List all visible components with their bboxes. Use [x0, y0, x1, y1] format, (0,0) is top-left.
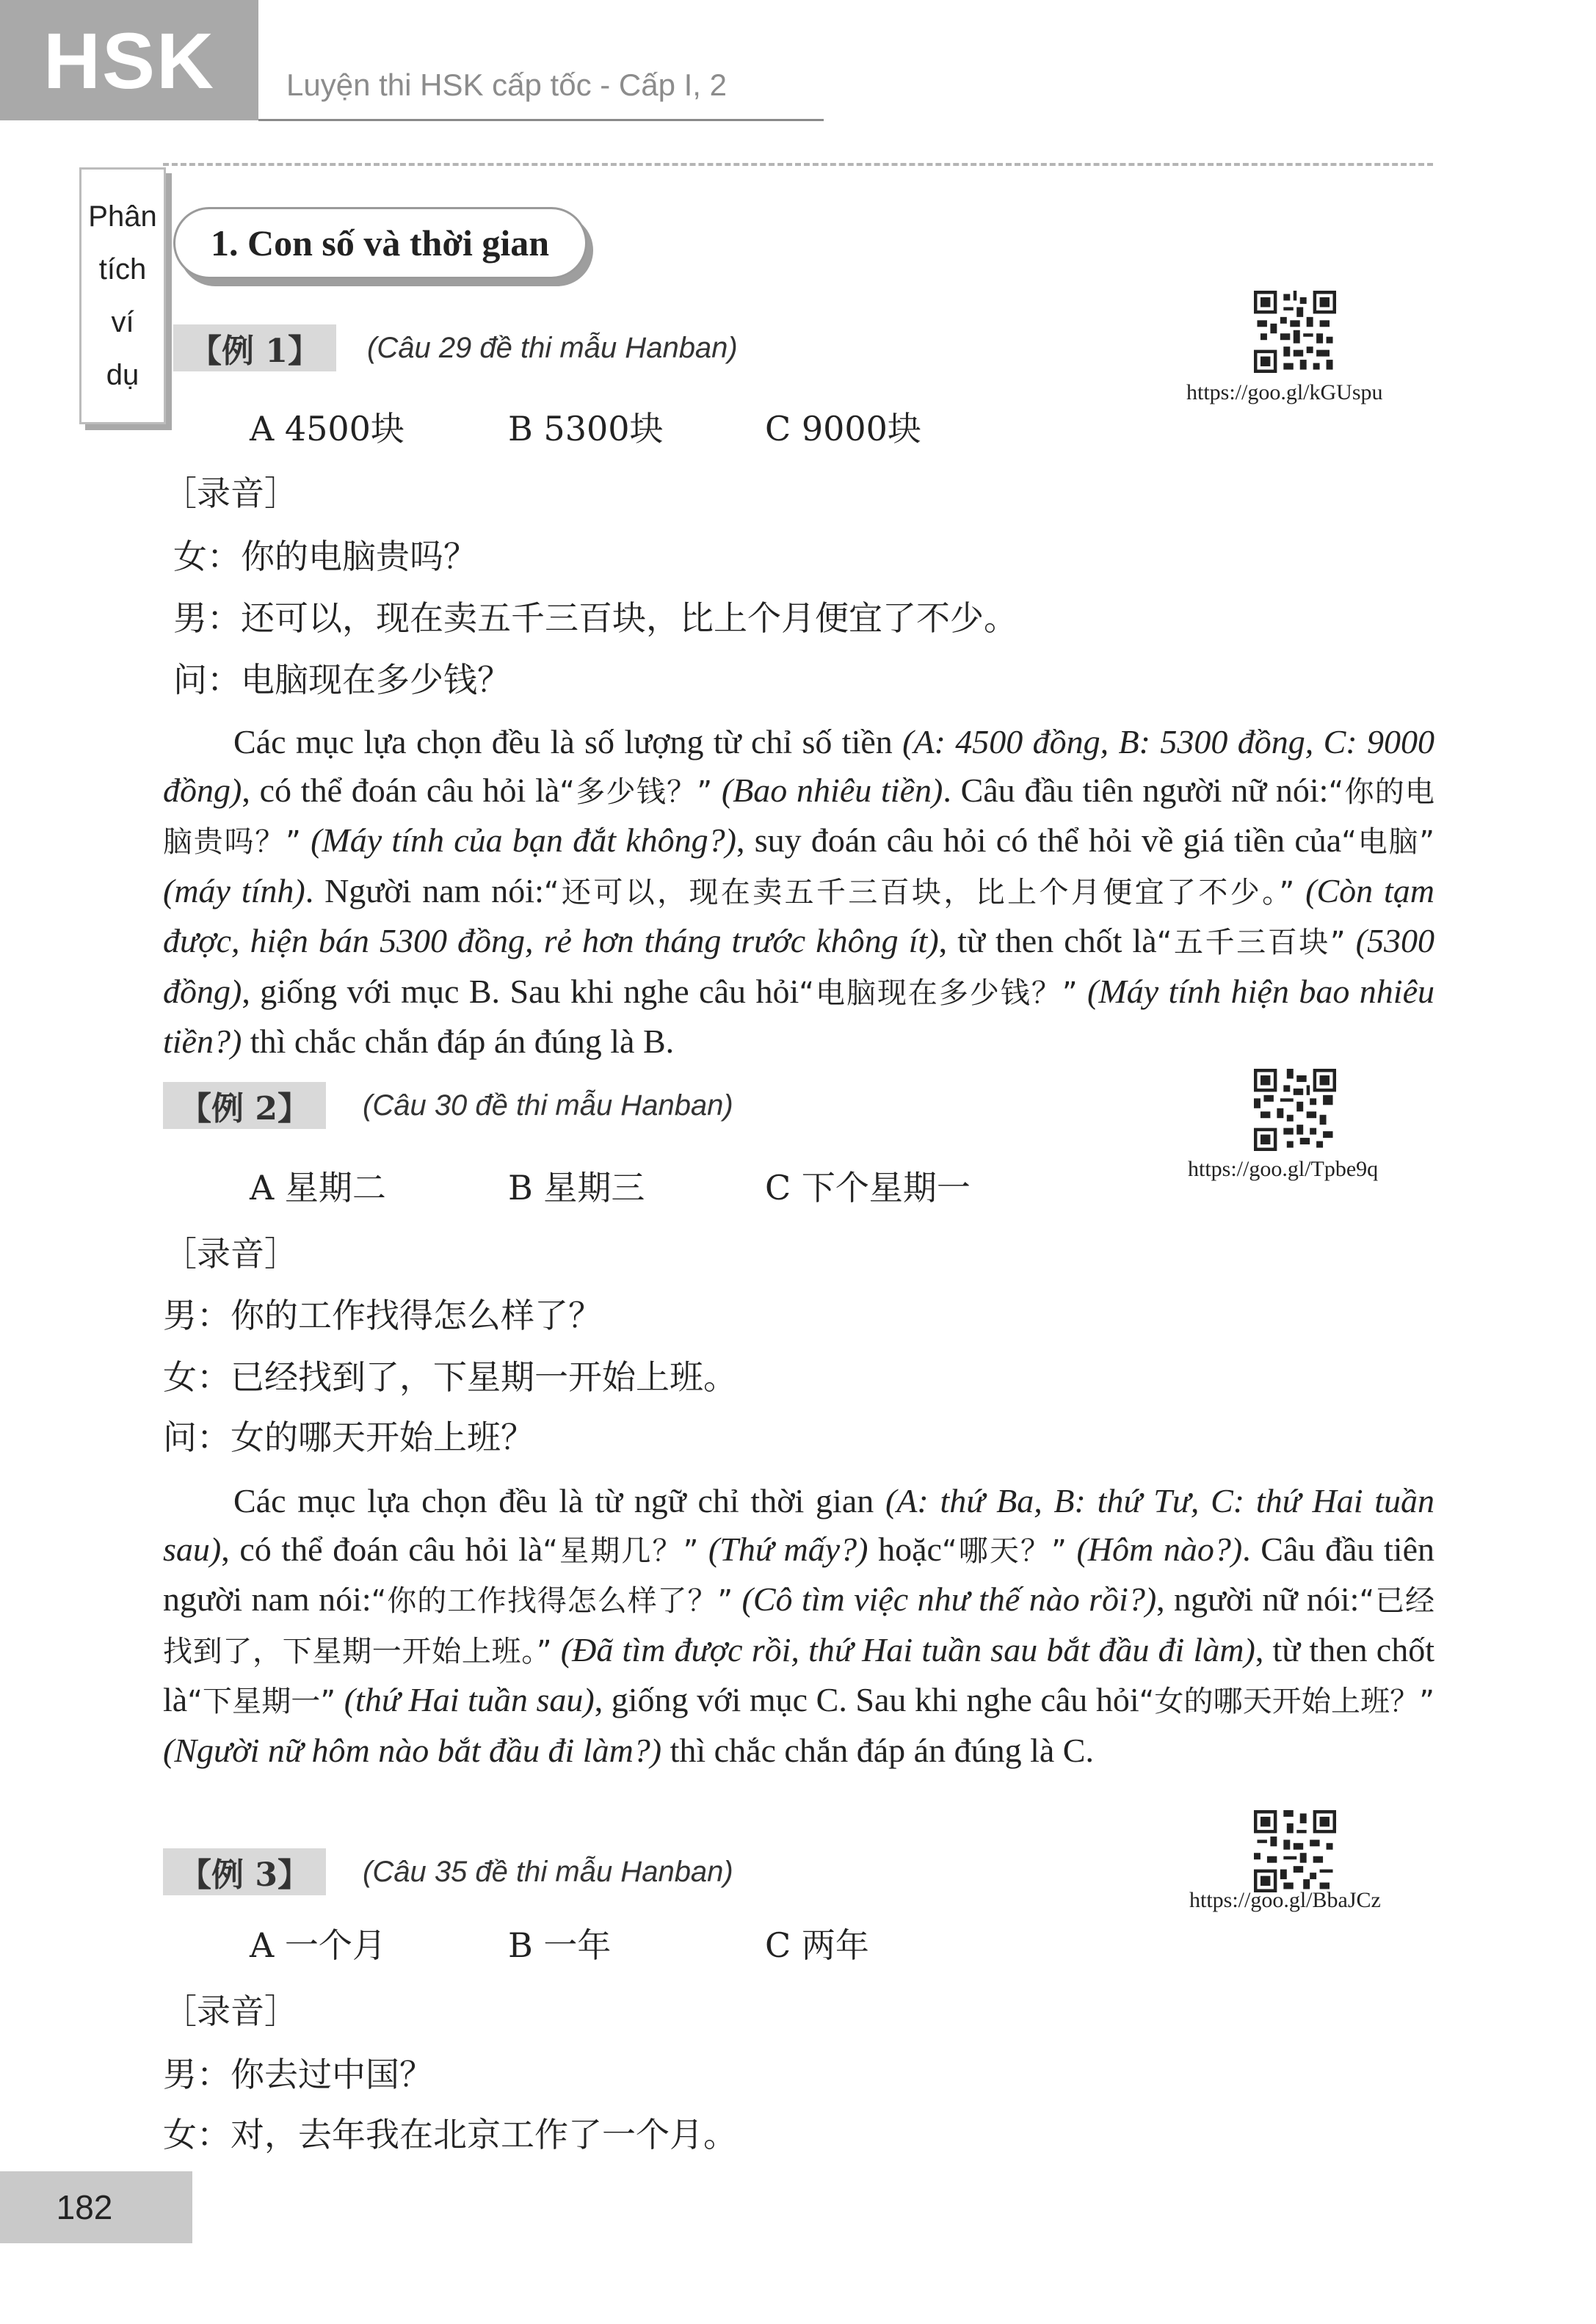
option-b: B 一年 [508, 1925, 612, 1965]
recording-label: ［录音］ [163, 473, 298, 513]
example-source: (Câu 30 đề thi mẫu Hanban) [363, 1089, 733, 1122]
page-number: 182 [56, 2188, 113, 2226]
side-tab-line: ví [111, 306, 134, 338]
option-a: A 4500块 [250, 409, 405, 449]
side-tab [79, 167, 166, 424]
example-label: 【例 1】 [173, 324, 336, 371]
explanation-paragraph: Các mục lựa chọn đều là số lượng từ chỉ số tiền (A: 4500 đồng, B: 5300 đồng, C: 9000 đồng), có thể đoán câu hỏi là“多少钱？” (Bao nhiêu tiền). Câu đầu tiên người nữ nói:“你的电脑贵吗？” (Máy tính của bạn đắt không?), suy đoán câu hỏi có thể hỏi về giá tiền của“电脑” (máy tính). Người nam nói:“还可以，现在卖五千三百块，比上个月便宜了不少。” (Còn tạm được, hiện bán 5300 đồng, rẻ hơn tháng trước không ít), từ then chốt là“五千三百块” (5300 đồng), giống với mục B. Sau khi nghe câu hỏi“电脑现在多少钱？” (Máy tính hiện bao nhiêu tiền?) thì chắc chắn đáp án đúng là B. [163, 723, 1435, 1060]
dialogue-line: 女：对，去年我在北京工作了一个月。 [163, 2115, 737, 2154]
option-c: C 9000块 [765, 409, 921, 449]
example-label: 【例 2】 [163, 1082, 326, 1129]
dialogue-line: 女：你的电脑贵吗？ [173, 537, 477, 576]
side-tab-line: tích [98, 253, 147, 286]
section-title: 1. Con số và thời gian [173, 207, 587, 279]
qr-url: https://goo.gl/BbaJCz [1189, 1888, 1381, 1912]
example-label: 【例 3】 [163, 1848, 326, 1895]
dialogue-line: 男：你的工作找得怎么样了？ [163, 1296, 602, 1335]
dialogue-line: 男：你去过中国？ [163, 2055, 433, 2094]
hsk-logo: HSK [0, 0, 258, 120]
option-a: A 星期二 [250, 1168, 386, 1208]
dashed-divider [163, 163, 1433, 166]
dialogue-line: 问：女的哪天开始上班？ [163, 1417, 534, 1457]
example-source: (Câu 29 đề thi mẫu Hanban) [367, 332, 738, 364]
header-rule [258, 119, 824, 121]
header-title: Luyện thi HSK cấp tốc - Cấp I, 2 [286, 68, 727, 102]
option-b: B 5300块 [508, 409, 664, 449]
option-a: A 一个月 [250, 1925, 386, 1965]
explanation-paragraph: Các mục lựa chọn đều là từ ngữ chỉ thời gian (A: thứ Ba, B: thứ Tư, C: thứ Hai tuần sau), có thể đoán câu hỏi là“星期几？” (Thứ mấy?) hoặc“哪天？” (Hôm nào?). Câu đầu tiên người nam nói:“你的工作找得怎么样了？” (Cô tìm việc như thế nào rồi?), người nữ nói:“已经找到了，下星期一开始上班。” (Đã tìm được rồi, thứ Hai tuần sau bắt đầu đi làm), từ then chốt là“下星期一” (thứ Hai tuần sau), giống với mục C. Sau khi nghe câu hỏi“女的哪天开始上班？” (Người nữ hôm nào bắt đầu đi làm?) thì chắc chắn đáp án đúng là C. [163, 1482, 1435, 1769]
side-tab-line: Phân [88, 200, 157, 233]
example-source: (Câu 35 đề thi mẫu Hanban) [363, 1856, 733, 1888]
dialogue-line: 问：电脑现在多少钱？ [173, 660, 511, 700]
option-c: C 两年 [765, 1925, 869, 1965]
option-c: C 下个星期一 [765, 1168, 971, 1208]
recording-label: ［录音］ [163, 1234, 298, 1274]
dialogue-line: 男：还可以，现在卖五千三百块，比上个月便宜了不少。 [173, 598, 1018, 638]
qr-url: https://goo.gl/Tpbe9q [1188, 1157, 1379, 1181]
qr-url: https://goo.gl/kGUspu [1186, 380, 1383, 404]
qr-code-icon [1254, 1810, 1336, 1892]
side-tab-line: dụ [106, 359, 139, 391]
qr-code-icon [1254, 291, 1336, 373]
option-b: B 星期三 [508, 1168, 645, 1208]
recording-label: ［录音］ [163, 1991, 298, 2031]
qr-code-icon [1254, 1069, 1336, 1151]
dialogue-line: 女：已经找到了，下星期一开始上班。 [163, 1357, 737, 1397]
